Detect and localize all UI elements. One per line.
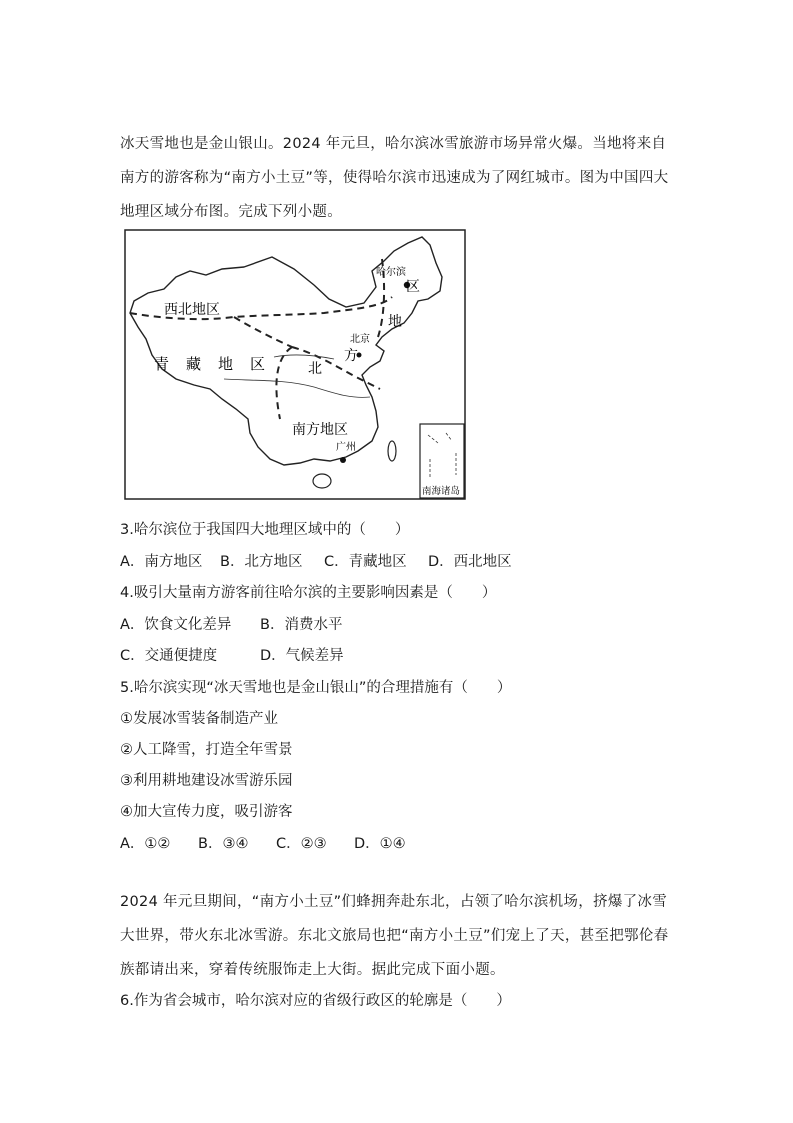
intro-paragraph-1: 冰天雪地也是金山银山。2024 年元旦，哈尔滨冰雪旅游市场异常火爆。当地将来自南方的游客称为“南方小土豆”等，使得哈尔滨市迅速成为了网红城市。图为中国四大地理区域分布图。完成下列小题。 bbox=[120, 136, 669, 220]
label-guangzhou: 广州 bbox=[336, 442, 356, 453]
svg-text:地: 地 bbox=[218, 355, 234, 373]
label-south: 南方地区 bbox=[292, 422, 348, 438]
question-4-stem: 4.吸引大量南方游客前往哈尔滨的主要影响因素是（ ） bbox=[120, 585, 497, 601]
q3-option-a[interactable]: A．南方地区 bbox=[120, 554, 203, 570]
intro-paragraph-2: 2024 年元旦期间，“南方小土豆”们蜂拥奔赴东北，占领了哈尔滨机场，挤爆了冰雪大世界，带火东北冰雪游。东北文旅局也把“南方小土豆”们宠上了天，甚至把鄂伦春族都请出来，穿着传统服饰走上大街。据此完成下面小题。 bbox=[120, 894, 669, 978]
q5-option-d[interactable]: D．①④ bbox=[354, 836, 406, 852]
q4-option-b[interactable]: B．消费水平 bbox=[260, 617, 343, 633]
label-nanhai: 南海诸岛 bbox=[422, 486, 461, 497]
label-harbin: 哈尔滨 bbox=[376, 267, 406, 278]
q5-item-3: ③利用耕地建设冰雪游乐园 bbox=[120, 773, 293, 789]
q4-option-d[interactable]: D．气候差异 bbox=[260, 648, 344, 664]
svg-text:北: 北 bbox=[308, 361, 322, 377]
question-5-stem: 5.哈尔滨实现“冰天雪地也是金山银山”的合理措施有（ ） bbox=[120, 680, 512, 696]
guangzhou-dot bbox=[340, 457, 346, 463]
question-5-options bbox=[120, 832, 406, 853]
label-beijing: 北京 bbox=[350, 334, 370, 345]
q5-item-1: ①发展冰雪装备制造产业 bbox=[120, 711, 278, 727]
q3-option-b[interactable]: B．北方地区 bbox=[220, 554, 303, 570]
q5-item-4: ④加大宣传力度，吸引游客 bbox=[120, 804, 293, 820]
question-6-stem: 6.作为省会城市，哈尔滨对应的省级行政区的轮廓是（ ） bbox=[120, 993, 511, 1009]
q3-option-c[interactable]: C．青藏地区 bbox=[324, 554, 407, 570]
q5-option-a[interactable]: A．①② bbox=[120, 836, 171, 852]
svg-text:藏: 藏 bbox=[186, 355, 202, 373]
svg-text:地: 地 bbox=[388, 314, 402, 330]
svg-text:方: 方 bbox=[344, 348, 358, 364]
q5-option-b[interactable]: B．③④ bbox=[198, 836, 249, 852]
question-4-options-row-1 bbox=[120, 613, 342, 634]
question-4-options-row-2 bbox=[120, 644, 344, 665]
china-regions-map bbox=[124, 229, 466, 500]
q4-option-c[interactable]: C．交通便捷度 bbox=[120, 648, 218, 664]
question-3-stem: 3.哈尔滨位于我国四大地理区域中的（ ） bbox=[120, 522, 410, 538]
q5-item-2: ②人工降雪，打造全年雪景 bbox=[120, 742, 293, 758]
svg-text:区: 区 bbox=[406, 279, 420, 295]
svg-text:青: 青 bbox=[154, 355, 170, 373]
q4-option-a[interactable]: A．饮食文化差异 bbox=[120, 617, 232, 633]
label-northwest: 西北地区 bbox=[164, 302, 220, 318]
q3-option-d[interactable]: D．西北地区 bbox=[428, 554, 512, 570]
q5-option-c[interactable]: C．②③ bbox=[276, 836, 327, 852]
question-3-options bbox=[120, 550, 512, 571]
svg-text:区: 区 bbox=[250, 355, 266, 373]
